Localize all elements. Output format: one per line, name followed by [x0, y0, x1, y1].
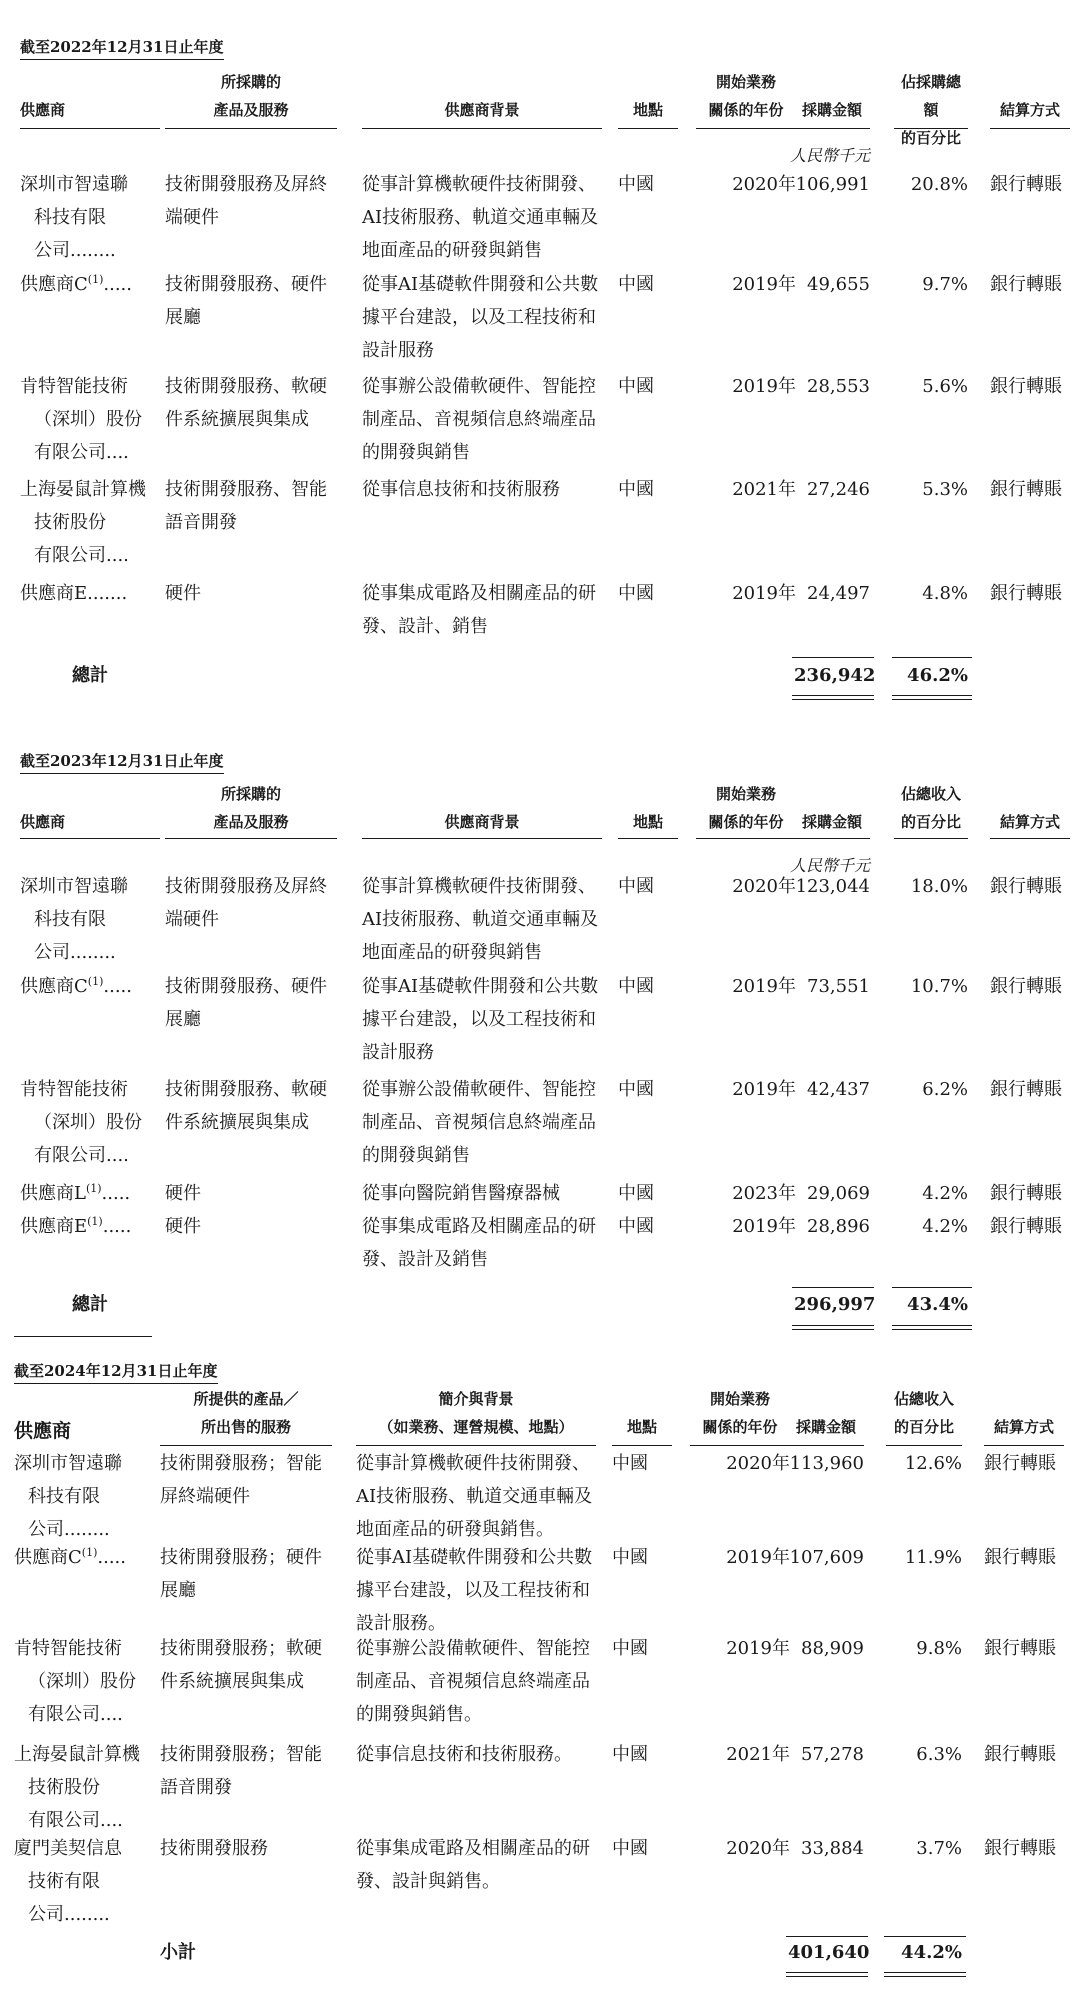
- supplier-name-line: [14, 1665, 164, 1698]
- products-cell: 硬件: [165, 583, 201, 604]
- start-year-cell: 2019年: [726, 1638, 790, 1659]
- leader-dots: .....: [103, 976, 132, 997]
- background-cell: 從事計算機軟硬件技術開發、AI技術服務、軌道交通車輛及地面產品的研發與銷售: [362, 174, 599, 261]
- header-location: 地點: [632, 101, 663, 119]
- background-cell: 從事計算機軟硬件技術開發、AI技術服務、軌道交通車輛及地面產品的研發與銷售。: [356, 1453, 593, 1540]
- supplier-name-text: 有限公司....: [34, 545, 129, 566]
- supplier-name-line: [20, 234, 170, 267]
- supplier-name-line: [20, 870, 170, 903]
- products-cell: 硬件: [165, 1183, 201, 1204]
- background-cell: 從事AI基礎軟件開發和公共數據平台建設，以及工程技術和設計服務。: [356, 1547, 593, 1634]
- supplier-name-line: [20, 370, 170, 403]
- location-cell: 中國: [612, 1838, 648, 1859]
- supplier-name-text: 深圳市智遠聯: [14, 1453, 122, 1474]
- start-year-cell: 2019年: [732, 976, 796, 997]
- supplier-name-text: 供應商C: [20, 274, 88, 295]
- supplier-name: [20, 370, 170, 469]
- header-underline: [20, 128, 160, 129]
- location-cell: 中國: [618, 1216, 654, 1237]
- supplier-name: [20, 577, 170, 610]
- purchase-amount-cell: 24,497: [807, 583, 870, 604]
- settlement-cell: 銀行轉賬: [990, 1183, 1062, 1204]
- background-cell: 從事向醫院銷售醫療器械: [362, 1183, 560, 1204]
- products-cell: 技術開發服務、硬件展廳: [165, 274, 327, 328]
- location-cell: 中國: [618, 174, 654, 195]
- total-percentage: 43.4%: [907, 1294, 968, 1315]
- percentage-cell: 12.6%: [904, 1453, 962, 1474]
- location-cell: 中國: [618, 274, 654, 295]
- settlement-cell: 銀行轉賬: [984, 1453, 1056, 1474]
- footnote-marker: (1): [85, 1182, 102, 1195]
- header-purchase-amount: 採購金額: [801, 813, 862, 831]
- purchase-amount-cell: 42,437: [807, 1079, 870, 1100]
- supplier-name-text: 供應商C: [20, 976, 88, 997]
- products-cell: 硬件: [165, 1216, 201, 1237]
- purchase-amount-cell: 123,044: [795, 876, 870, 897]
- supplier-name-text: （深圳）股份: [34, 409, 142, 430]
- header-underline: [788, 1445, 864, 1446]
- total-top-rule: [892, 657, 972, 658]
- location-cell: 中國: [618, 1183, 654, 1204]
- supplier-name: [20, 1073, 170, 1172]
- supplier-name-text: 有限公司....: [34, 442, 129, 463]
- supplier-name-text: 科技有限: [28, 1486, 100, 1507]
- location-cell: 中國: [618, 876, 654, 897]
- header-underline: [894, 838, 968, 839]
- total-double-rule: [892, 695, 972, 700]
- supplier-name-line: [20, 970, 170, 1003]
- supplier-name: [20, 970, 170, 1003]
- supplier-name-text: 上海晏鼠計算機: [14, 1744, 140, 1765]
- header-settlement: 結算方式: [993, 1418, 1054, 1436]
- supplier-name: [20, 1177, 170, 1210]
- location-cell: 中國: [612, 1453, 648, 1474]
- section-title: 截至2022年12月31日止年度: [20, 38, 224, 60]
- supplier-name-line: [14, 1698, 164, 1731]
- header-underline: [696, 128, 796, 129]
- percentage-cell: 5.3%: [922, 479, 968, 500]
- header-background: 簡介與背景 （如業務、運營規模、地點）: [378, 1390, 574, 1436]
- start-year-cell: 2020年: [726, 1838, 790, 1859]
- header-purchase-amount: 採購金額: [801, 101, 862, 119]
- settlement-cell: 銀行轉賬: [990, 876, 1062, 897]
- background-cell: 從事集成電路及相關產品的研發、設計、銷售: [362, 583, 596, 637]
- location-cell: 中國: [618, 583, 654, 604]
- supplier-name-text: 科技有限: [34, 909, 106, 930]
- leader-dots: .....: [102, 1216, 132, 1237]
- percentage-cell: 5.6%: [922, 376, 968, 397]
- purchase-amount-cell: 28,896: [807, 1216, 870, 1237]
- start-year-cell: 2019年: [732, 583, 796, 604]
- supplier-name-line: [20, 539, 170, 572]
- header-underline: [165, 128, 337, 129]
- header-underline: [618, 128, 678, 129]
- supplier-name-line: [20, 903, 170, 936]
- start-year-cell: 2019年: [732, 274, 796, 295]
- supplier-name: [14, 1738, 164, 1837]
- header-background: 供應商背景: [444, 813, 520, 831]
- products-cell: 技術開發服務、軟硬件系統擴展與集成: [165, 1079, 327, 1133]
- location-cell: 中國: [612, 1547, 648, 1568]
- total-double-rule: [892, 1325, 972, 1330]
- background-cell: 從事辦公設備軟硬件、智能控制產品、音視頻信息終端產品的開發與銷售: [362, 376, 596, 463]
- supplier-name-text: 肯特智能技術: [14, 1638, 122, 1659]
- products-cell: 技術開發服務；智能屏終端硬件: [160, 1453, 322, 1507]
- supplier-name: [20, 168, 170, 267]
- settlement-cell: 銀行轉賬: [990, 583, 1062, 604]
- total-amount: 236,942: [794, 665, 876, 686]
- total-double-rule: [884, 1972, 966, 1977]
- total-label: 總計: [72, 1294, 108, 1315]
- footnote-marker: (1): [81, 1546, 98, 1559]
- header-start-year: 開始業務 關係的年份: [708, 785, 784, 831]
- total-double-rule: [792, 695, 874, 700]
- settlement-cell: 銀行轉賬: [990, 376, 1062, 397]
- supplier-name-text: 供應商L: [20, 1183, 86, 1204]
- settlement-cell: 銀行轉賬: [990, 976, 1062, 997]
- supplier-name: [20, 473, 170, 572]
- percentage-cell: 6.3%: [916, 1744, 962, 1765]
- header-underline: [894, 128, 968, 129]
- background-cell: 從事AI基礎軟件開發和公共數據平台建設，以及工程技術和設計服務: [362, 274, 599, 361]
- header-underline: [618, 838, 678, 839]
- supplier-name-text: 公司........: [28, 1519, 110, 1540]
- settlement-cell: 銀行轉賬: [984, 1838, 1056, 1859]
- start-year-cell: 2021年: [732, 479, 796, 500]
- purchase-amount-cell: 106,991: [795, 174, 870, 195]
- background-cell: 從事集成電路及相關產品的研發、設計及銷售: [362, 1216, 596, 1270]
- supplier-name-line: [14, 1898, 164, 1931]
- header-underline: [990, 128, 1070, 129]
- start-year-cell: 2019年: [732, 1079, 796, 1100]
- header-products: 所採購的 產品及服務: [213, 785, 289, 831]
- products-cell: 技術開發服務、軟硬件系統擴展與集成: [165, 376, 327, 430]
- supplier-name-text: 技術股份: [34, 512, 106, 533]
- header-settlement: 結算方式: [999, 813, 1060, 831]
- header-underline: [612, 1445, 672, 1446]
- percentage-cell: 9.8%: [916, 1638, 962, 1659]
- supplier-name-line: [20, 506, 170, 539]
- background-cell: 從事辦公設備軟硬件、智能控制產品、音視頻信息終端產品的開發與銷售: [362, 1079, 596, 1166]
- supplier-name-text: （深圳）股份: [28, 1671, 136, 1692]
- supplier-name-text: 廈門美契信息: [14, 1838, 122, 1859]
- settlement-cell: 銀行轉賬: [990, 274, 1062, 295]
- supplier-name-line: [20, 577, 170, 610]
- supplier-name-text: 公司........: [34, 942, 116, 963]
- settlement-cell: 銀行轉賬: [990, 1079, 1062, 1100]
- header-supplier: 供應商: [20, 813, 66, 831]
- supplier-name-line: [14, 1447, 164, 1480]
- products-cell: 技術開發服務；智能語音開發: [160, 1744, 322, 1798]
- products-cell: 技術開發服務、硬件展廳: [165, 976, 327, 1030]
- total-amount: 296,997: [794, 1294, 876, 1315]
- footnote-marker: (1): [87, 975, 104, 988]
- settlement-cell: 銀行轉賬: [990, 479, 1062, 500]
- total-label: 總計: [72, 665, 108, 686]
- supplier-name-line: [20, 268, 170, 301]
- supplier-name: [14, 1632, 164, 1731]
- header-start-year: 開始業務 關係的年份: [702, 1390, 778, 1436]
- location-cell: 中國: [618, 976, 654, 997]
- purchase-amount-cell: 73,551: [807, 976, 870, 997]
- currency-unit: 人民幣千元: [790, 856, 871, 875]
- supplier-name-text: 有限公司....: [28, 1810, 123, 1831]
- settlement-cell: 銀行轉賬: [990, 1216, 1062, 1237]
- start-year-cell: 2019年: [726, 1547, 790, 1568]
- supplier-name-line: [20, 403, 170, 436]
- purchase-amount-cell: 49,655: [807, 274, 870, 295]
- supplier-name-line: [20, 201, 170, 234]
- percentage-cell: 9.7%: [922, 274, 968, 295]
- supplier-name-text: （深圳）股份: [34, 1112, 142, 1133]
- section-separator: [14, 1336, 152, 1337]
- supplier-name-line: [20, 473, 170, 506]
- header-underline: [165, 838, 337, 839]
- background-cell: 從事AI基礎軟件開發和公共數據平台建設，以及工程技術和設計服務: [362, 976, 599, 1063]
- header-background: 供應商背景: [444, 101, 520, 119]
- total-percentage: 46.2%: [907, 665, 968, 686]
- header-start-year: 開始業務 關係的年份: [708, 73, 784, 119]
- supplier-name-text: 深圳市智遠聯: [20, 876, 128, 897]
- percentage-cell: 11.9%: [904, 1547, 962, 1568]
- purchase-amount-cell: 88,909: [801, 1638, 864, 1659]
- total-top-rule: [792, 1287, 874, 1288]
- supplier-name-line: [14, 1541, 164, 1574]
- purchase-amount-cell: 27,246: [807, 479, 870, 500]
- purchase-amount-cell: 57,278: [801, 1744, 864, 1765]
- supplier-name-line: [14, 1865, 164, 1898]
- percentage-cell: 10.7%: [910, 976, 968, 997]
- background-cell: 從事集成電路及相關產品的研發、設計與銷售。: [356, 1838, 590, 1892]
- header-supplier: 供應商: [14, 1420, 72, 1442]
- header-underline: [990, 838, 1070, 839]
- background-cell: 從事信息技術和技術服務。: [356, 1744, 572, 1765]
- header-underline: [794, 838, 870, 839]
- location-cell: 中國: [618, 1079, 654, 1100]
- supplier-name-line: [20, 168, 170, 201]
- total-double-rule: [792, 1325, 874, 1330]
- header-underline: [886, 1445, 962, 1446]
- leader-dots: .....: [101, 1183, 131, 1204]
- supplier-name: [14, 1832, 164, 1931]
- header-underline: [20, 838, 160, 839]
- settlement-cell: 銀行轉賬: [990, 174, 1062, 195]
- percentage-cell: 6.2%: [922, 1079, 968, 1100]
- percentage-cell: 3.7%: [916, 1838, 962, 1859]
- settlement-cell: 銀行轉賬: [984, 1547, 1056, 1568]
- header-underline: [690, 1445, 790, 1446]
- header-underline: [794, 128, 870, 129]
- header-underline: [696, 838, 796, 839]
- supplier-name-line: [20, 936, 170, 969]
- currency-unit: 人民幣千元: [790, 146, 871, 165]
- percentage-cell: 18.0%: [910, 876, 968, 897]
- supplier-name-text: 供應商E: [20, 1216, 88, 1237]
- supplier-name-text: 技術有限: [28, 1871, 100, 1892]
- header-underline: [362, 128, 602, 129]
- supplier-name-line: [20, 436, 170, 469]
- total-top-rule: [786, 1936, 868, 1937]
- supplier-name: [14, 1447, 164, 1546]
- header-supplier: 供應商: [20, 101, 66, 119]
- supplier-name: [20, 1210, 170, 1243]
- percentage-cell: 4.8%: [922, 583, 968, 604]
- supplier-name: [20, 268, 170, 301]
- location-cell: 中國: [618, 376, 654, 397]
- background-cell: 從事辦公設備軟硬件、智能控制產品、音視頻信息終端產品的開發與銷售。: [356, 1638, 590, 1725]
- products-cell: 技術開發服務及屏終端硬件: [165, 174, 327, 228]
- purchase-amount-cell: 33,884: [801, 1838, 864, 1859]
- header-underline: [984, 1445, 1064, 1446]
- total-top-rule: [884, 1936, 966, 1937]
- supplier-name-text: 肯特智能技術: [20, 1079, 128, 1100]
- start-year-cell: 2019年: [732, 1216, 796, 1237]
- supplier-name-line: [14, 1738, 164, 1771]
- purchase-amount-cell: 113,960: [789, 1453, 864, 1474]
- products-cell: 技術開發服務: [160, 1838, 268, 1859]
- header-percentage: 佔總收入 的百分比: [900, 785, 961, 831]
- footnote-marker: (1): [87, 273, 104, 286]
- total-top-rule: [792, 657, 874, 658]
- supplier-name-text: 深圳市智遠聯: [20, 174, 128, 195]
- supplier-name-text: 公司........: [28, 1904, 110, 1925]
- products-cell: 技術開發服務、智能語音開發: [165, 479, 327, 533]
- purchase-amount-cell: 28,553: [807, 376, 870, 397]
- total-percentage: 44.2%: [901, 1942, 962, 1963]
- percentage-cell: 4.2%: [922, 1183, 968, 1204]
- supplier-name-text: 供應商E.......: [20, 583, 128, 604]
- header-location: 地點: [632, 813, 663, 831]
- supplier-name-text: 供應商C: [14, 1547, 82, 1568]
- percentage-cell: 20.8%: [910, 174, 968, 195]
- header-underline: [160, 1445, 332, 1446]
- supplier-name-text: 上海晏鼠計算機: [20, 479, 146, 500]
- supplier-name: [20, 870, 170, 969]
- header-purchase-amount: 採購金額: [795, 1418, 856, 1436]
- header-settlement: 結算方式: [999, 101, 1060, 119]
- products-cell: 技術開發服務；軟硬件系統擴展與集成: [160, 1638, 322, 1692]
- leader-dots: .....: [103, 274, 132, 295]
- location-cell: 中國: [618, 479, 654, 500]
- supplier-name-line: [14, 1832, 164, 1865]
- purchase-amount-cell: 29,069: [807, 1183, 870, 1204]
- supplier-name-line: [20, 1106, 170, 1139]
- start-year-cell: 2021年: [726, 1744, 790, 1765]
- supplier-name-line: [14, 1480, 164, 1513]
- supplier-name-line: [20, 1073, 170, 1106]
- supplier-name-text: 科技有限: [34, 207, 106, 228]
- supplier-name-text: 有限公司....: [34, 1145, 129, 1166]
- total-amount: 401,640: [788, 1942, 870, 1963]
- supplier-name-line: [20, 1139, 170, 1172]
- supplier-name-text: 技術股份: [28, 1777, 100, 1798]
- supplier-name-line: [14, 1632, 164, 1665]
- header-products: 所提供的產品／ 所出售的服務: [193, 1390, 299, 1436]
- settlement-cell: 銀行轉賬: [984, 1638, 1056, 1659]
- start-year-cell: 2020年: [732, 174, 796, 195]
- section-title: 截至2023年12月31日止年度: [20, 752, 224, 774]
- start-year-cell: 2020年: [726, 1453, 790, 1474]
- products-cell: 技術開發服務及屏終端硬件: [165, 876, 327, 930]
- header-products: 所採購的 產品及服務: [213, 73, 289, 119]
- start-year-cell: 2020年: [732, 876, 796, 897]
- location-cell: 中國: [612, 1638, 648, 1659]
- supplier-name-line: [20, 1210, 170, 1243]
- header-underline: [356, 1445, 596, 1446]
- supplier-name-line: [20, 1177, 170, 1210]
- supplier-name-line: [14, 1771, 164, 1804]
- supplier-name-text: 肯特智能技術: [20, 376, 128, 397]
- supplier-name-text: 有限公司....: [28, 1704, 123, 1725]
- total-top-rule: [892, 1287, 972, 1288]
- section-title: 截至2024年12月31日止年度: [14, 1362, 218, 1384]
- supplier-name-text: 公司........: [34, 240, 116, 261]
- header-underline: [362, 838, 602, 839]
- location-cell: 中國: [612, 1744, 648, 1765]
- total-double-rule: [786, 1972, 868, 1977]
- purchase-amount-cell: 107,609: [789, 1547, 864, 1568]
- header-location: 地點: [626, 1418, 657, 1436]
- footnote-marker: (1): [87, 1215, 103, 1228]
- header-percentage: 佔採購總額 的百分比: [900, 73, 961, 147]
- percentage-cell: 4.2%: [922, 1216, 968, 1237]
- supplier-name: [14, 1541, 164, 1574]
- settlement-cell: 銀行轉賬: [984, 1744, 1056, 1765]
- total-label: 小計: [160, 1942, 196, 1963]
- header-percentage: 佔總收入 的百分比: [893, 1390, 954, 1436]
- start-year-cell: 2019年: [732, 376, 796, 397]
- background-cell: 從事信息技術和技術服務: [362, 479, 560, 500]
- background-cell: 從事計算機軟硬件技術開發、AI技術服務、軌道交通車輛及地面產品的研發與銷售: [362, 876, 599, 963]
- leader-dots: .....: [97, 1547, 126, 1568]
- start-year-cell: 2023年: [732, 1183, 796, 1204]
- products-cell: 技術開發服務；硬件展廳: [160, 1547, 322, 1601]
